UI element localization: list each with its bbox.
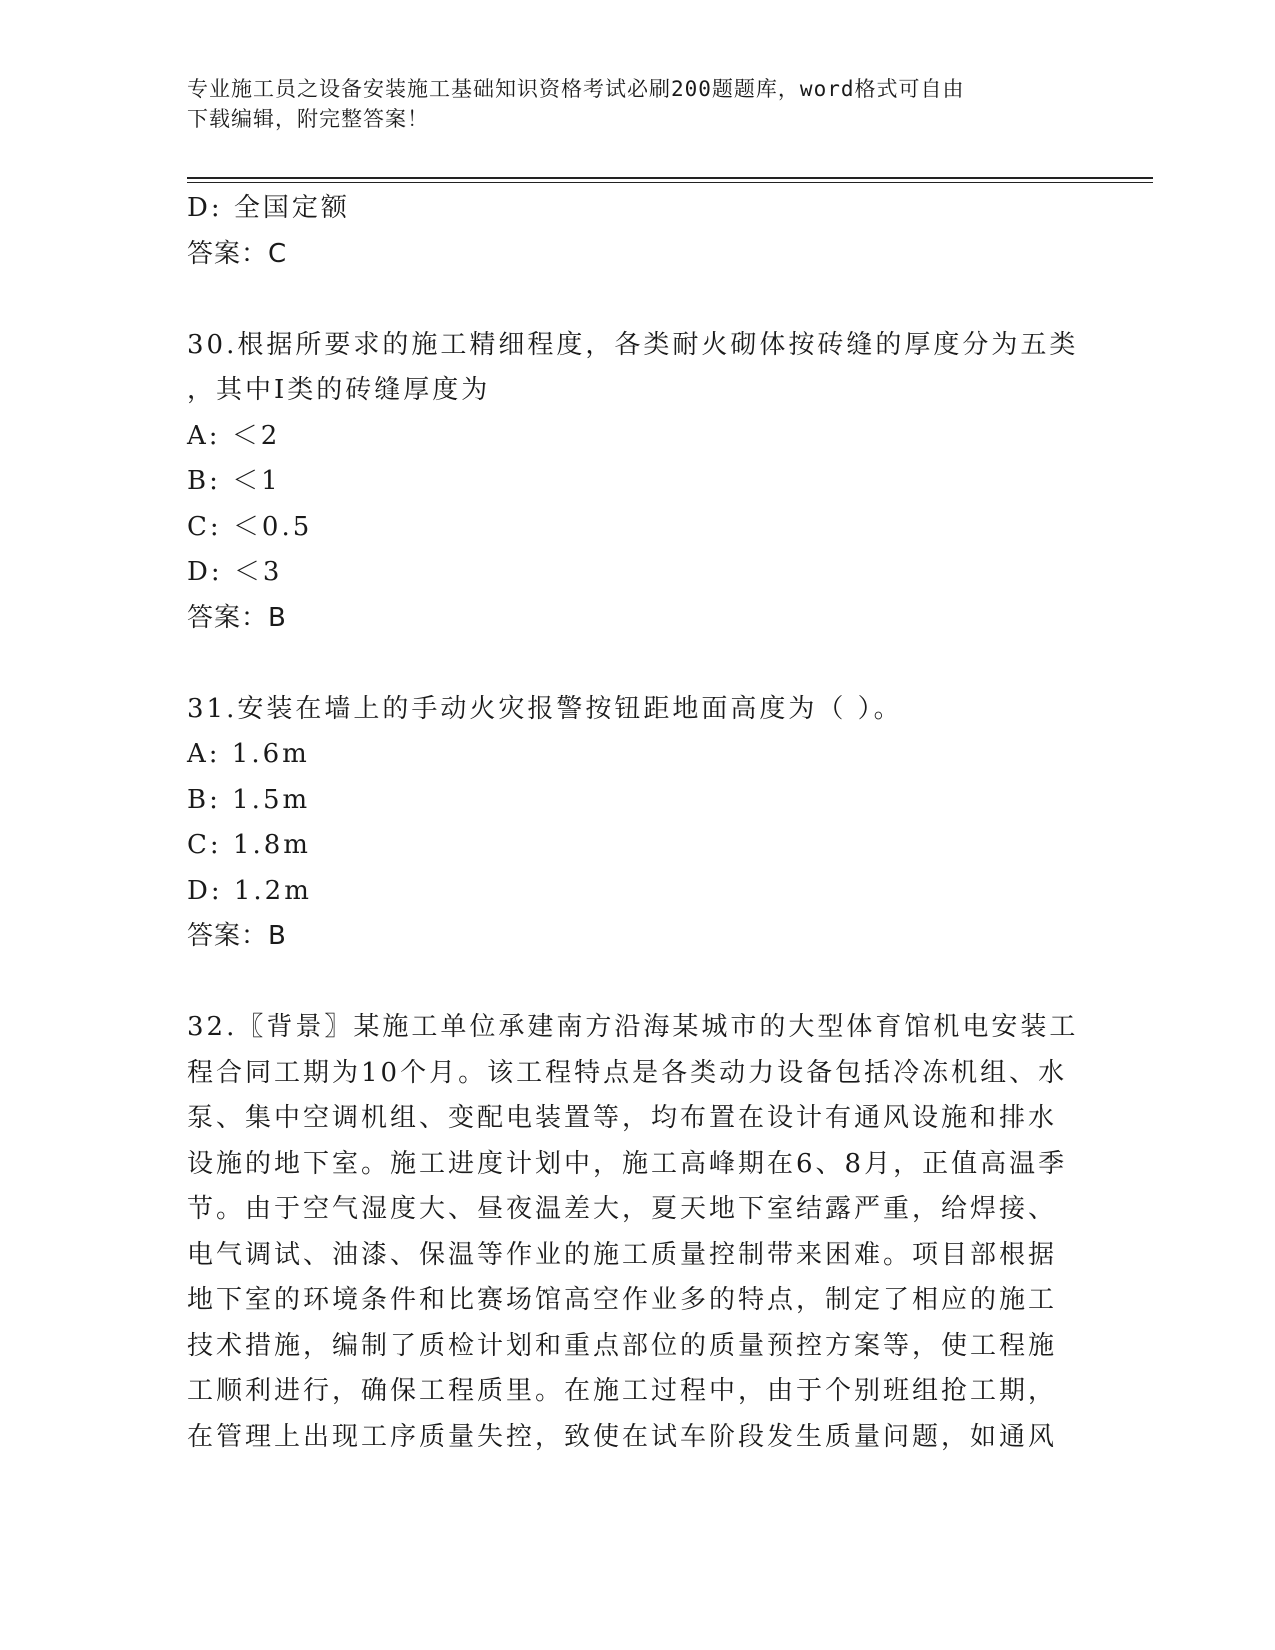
q31-stem: 31.安装在墙上的手动火灾报警按钮距地面高度为（ ）。 <box>187 693 903 724</box>
header-line-2: 下载编辑，附完整答案！ <box>187 107 429 131</box>
q32-line: 在管理上出现工序质量失控，致使在试车阶段发生质量问题，如通风 <box>187 1421 1058 1452</box>
header-divider-thin <box>187 182 1153 183</box>
document-body <box>187 186 1087 1460</box>
spacer <box>187 277 1087 323</box>
q32-line: 泵、集中空调机组、变配电装置等，均布置在设计有通风设施和排水 <box>187 1103 1058 1133</box>
q30-answer: 答案：B <box>187 602 287 633</box>
q30-option-c: C: ＜0.5 <box>187 511 313 542</box>
spacer <box>187 641 1087 687</box>
q31-option-d: D: 1.2m <box>187 875 312 906</box>
q30-option-b: B: ＜1 <box>187 466 281 496</box>
q32-line: 工顺利进行，确保工程质里。在施工过程中，由于个别班组抢工期， <box>187 1376 1058 1406</box>
document-header <box>187 74 1067 134</box>
q32-line: 设施的地下室。施工进度计划中，施工高峰期在6、8月，正值高温季 <box>187 1148 1068 1179</box>
q29-answer: 答案：C <box>187 238 288 269</box>
q30-option-a: A: ＜2 <box>187 420 281 451</box>
q31-option-b: B: 1.5m <box>187 784 311 815</box>
q30-stem-line-2: ，其中Ⅰ类的砖缝厚度为 <box>187 375 491 405</box>
q32-line: 32.〖背景〗某施工单位承建南方沿海某城市的大型体育馆机电安装工 <box>187 1012 1079 1042</box>
q29-option-d: D: 全国定额 <box>187 193 350 223</box>
q30-option-d: D: ＜3 <box>187 557 283 587</box>
q32-line: 节。由于空气湿度大、昼夜温差大，夏天地下室结露严重，给焊接、 <box>187 1194 1058 1224</box>
q31-option-a: A: 1.6m <box>187 739 310 769</box>
q32-line: 地下室的环境条件和比赛场馆高空作业多的特点，制定了相应的施工 <box>187 1285 1058 1315</box>
header-line-1: 专业施工员之设备安装施工基础知识资格考试必刷200题题库，word格式可自由 <box>187 77 965 101</box>
q32-line: 程合同工期为10个月。该工程特点是各类动力设备包括冷冻机组、水 <box>187 1057 1068 1088</box>
q31-answer: 答案：B <box>187 921 287 951</box>
q32-line: 电气调试、油漆、保温等作业的施工质量控制带来困难。项目部根据 <box>187 1239 1058 1270</box>
header-divider-thick <box>187 177 1153 179</box>
spacer <box>187 960 1087 1006</box>
q30-stem-line-1: 30.根据所要求的施工精细程度，各类耐火砌体按砖缝的厚度分为五类 <box>187 329 1079 360</box>
q31-option-c: C: 1.8m <box>187 830 311 860</box>
q32-line: 技术措施，编制了质检计划和重点部位的质量预控方案等，使工程施 <box>187 1330 1058 1361</box>
